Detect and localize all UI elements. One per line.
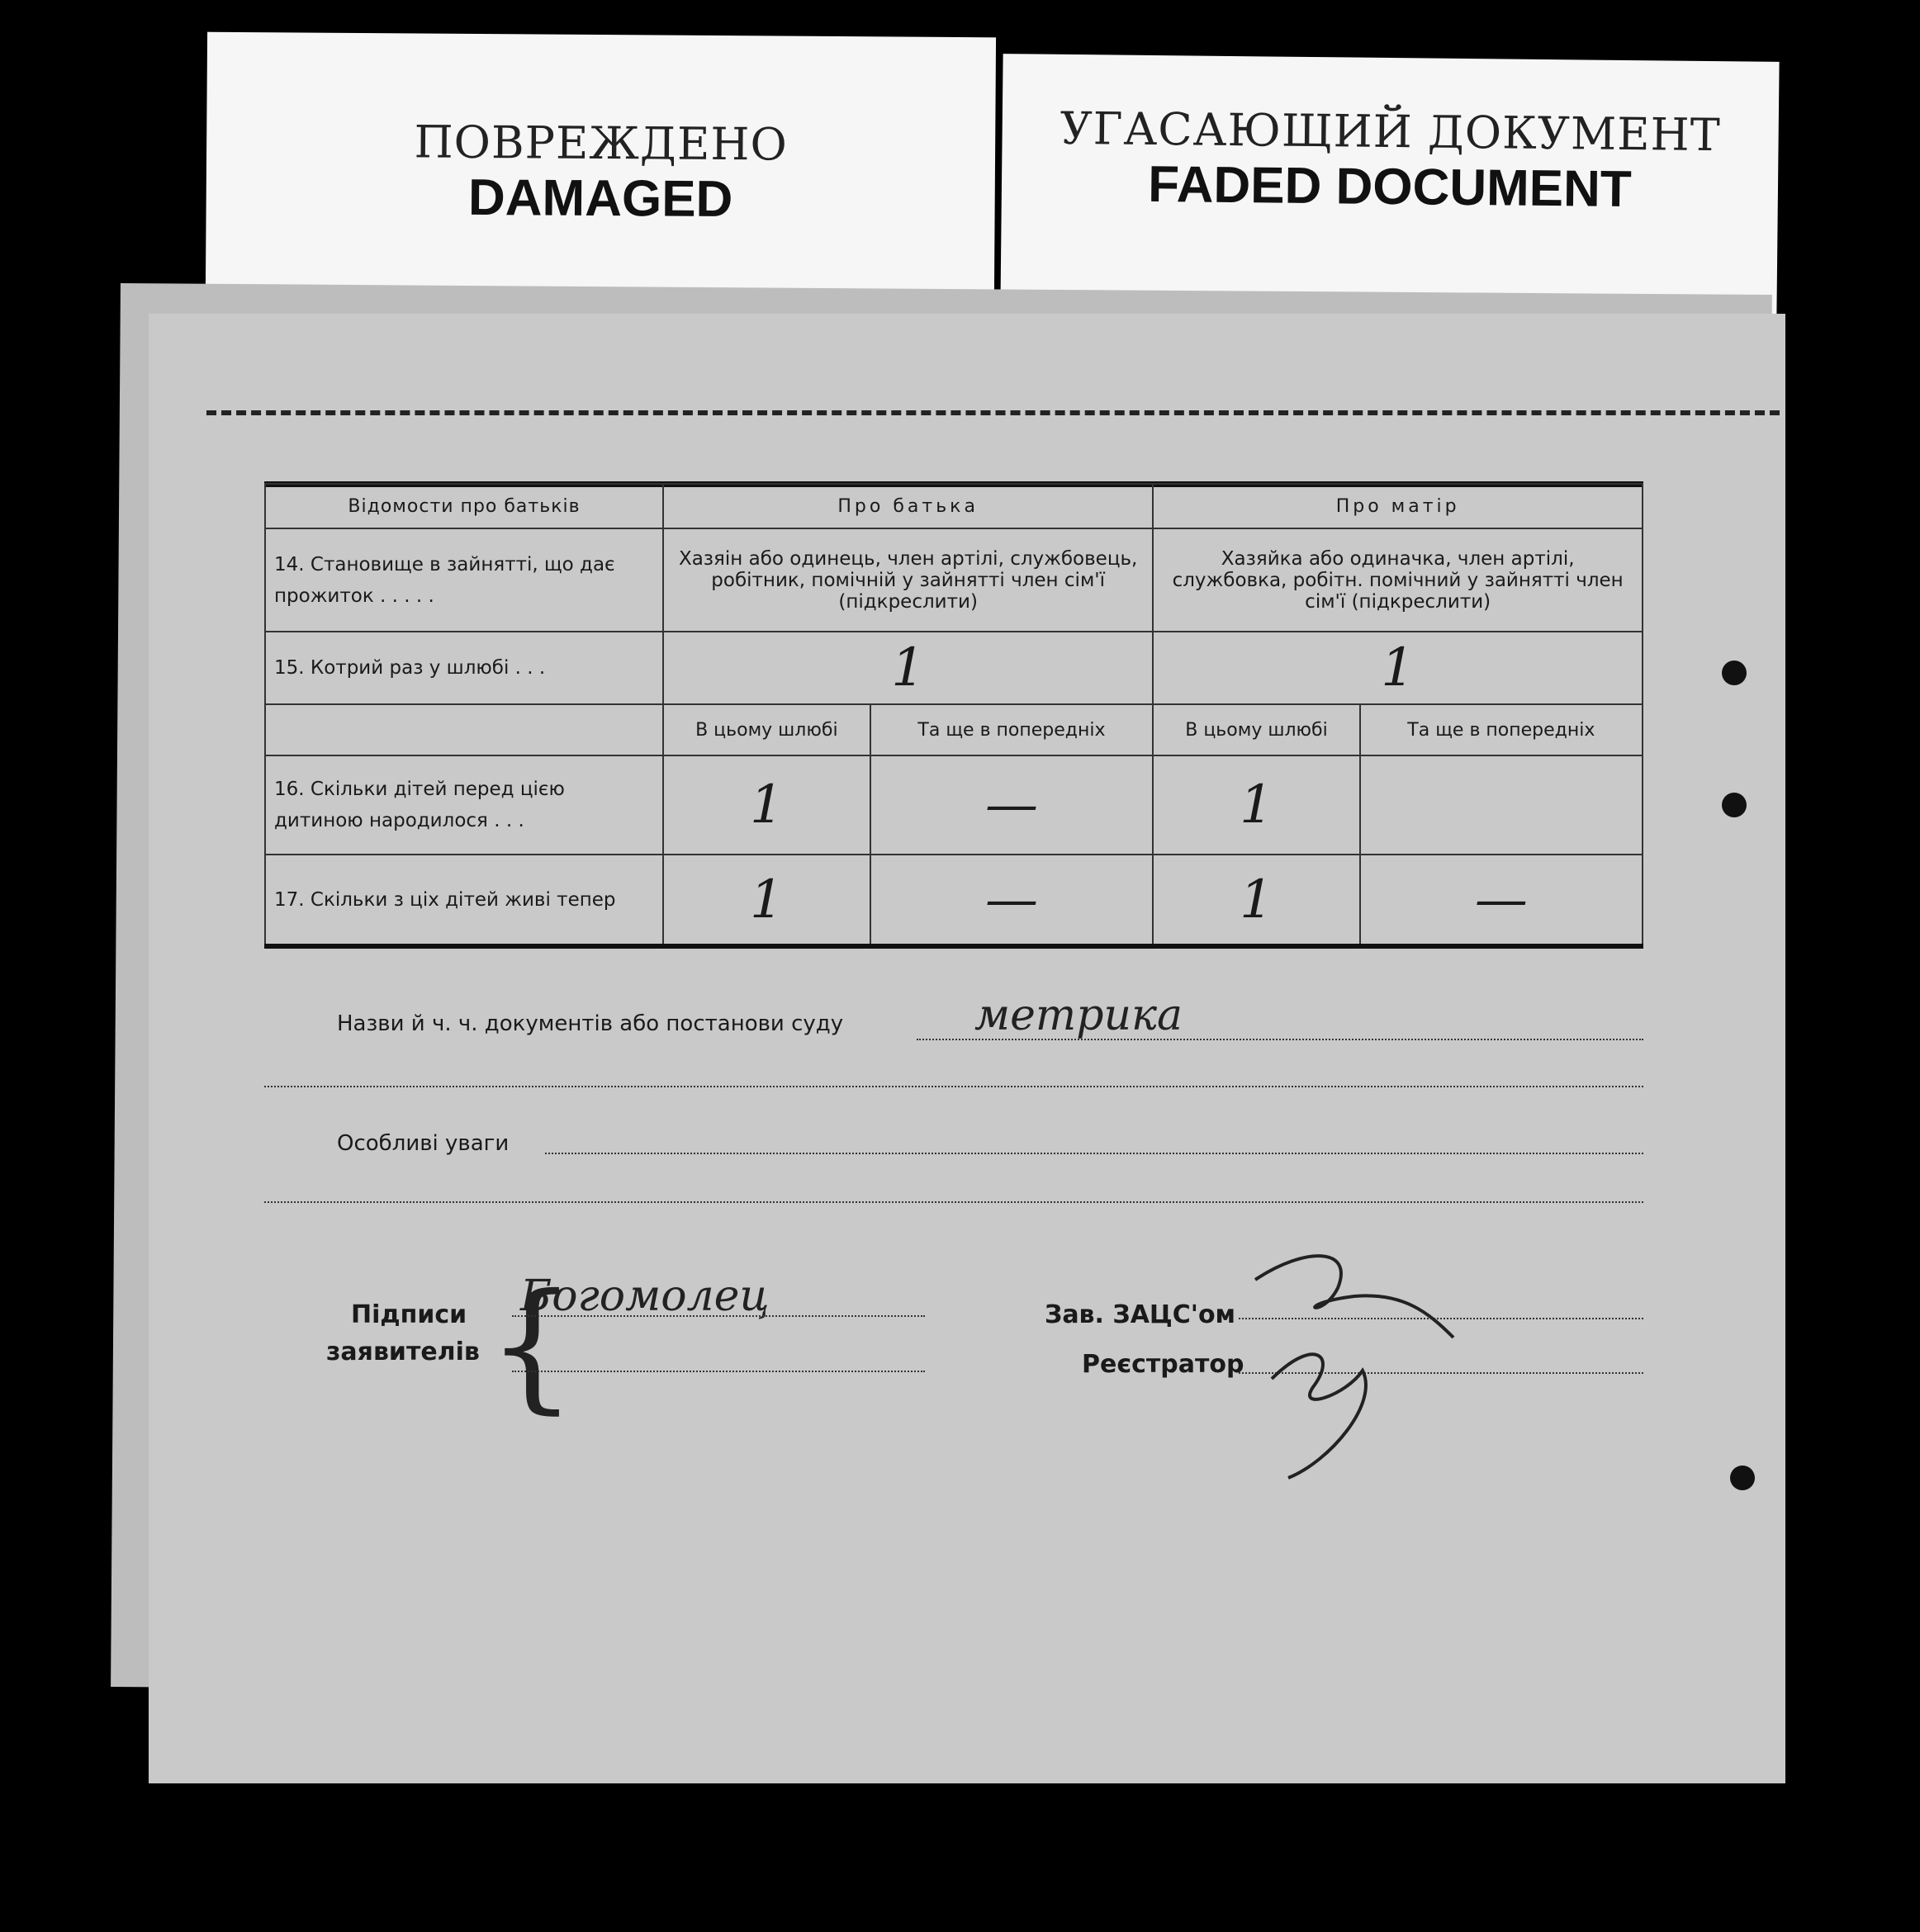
signatures-label-2: заявителів: [326, 1338, 480, 1366]
children-born-label: 16. Скільки дітей перед цією дитиною народилося . . .: [265, 755, 663, 855]
row-marriage-count: [265, 632, 1643, 704]
parents-table: [264, 483, 1643, 946]
binding-hole: [1722, 793, 1747, 817]
remarks-dots: [545, 1153, 1643, 1154]
faded-label-card: [1000, 54, 1779, 318]
signatures-brace: {: [487, 1264, 577, 1428]
subheader-father-prev: Та ще в попередніх: [870, 704, 1154, 755]
faded-label-ru: УГАСАЮЩИЙ ДОКУМЕНТ: [1060, 102, 1722, 162]
perforation-line: [206, 410, 1780, 415]
children-born-father-prev: —: [870, 755, 1154, 855]
mother-marriage-count: 1: [1153, 632, 1643, 704]
damaged-label-card: [206, 32, 996, 294]
children-living-mother-prev: —: [1360, 855, 1643, 945]
damaged-label-ru: ПОВРЕЖДЕНО: [414, 116, 788, 171]
mother-occupation: Хазяйка або одиначка, член артілі, службовка, робітн. помічний у зайнятті член сім'ї (підкреслити): [1153, 528, 1643, 632]
children-subheader-row: [265, 704, 1643, 755]
faded-label-en: FADED DOCUMENT: [1147, 155, 1633, 219]
documents-dots-2: [264, 1086, 1643, 1087]
father-occupation: Хазяін або одинець, член артілі, службовець, робітник, помічній у зайнятті член сім'ї (підкреслити): [663, 528, 1153, 632]
registrar-label: Реєстратор: [1082, 1350, 1244, 1379]
father-marriage-count: 1: [663, 632, 1153, 704]
header-parents-info: Відомости про батьків: [265, 484, 663, 528]
official-signatures-scribble: [1239, 1214, 1486, 1486]
table-header-row: [265, 484, 1643, 528]
children-living-father-this: 1: [663, 855, 870, 945]
table-bottom-rule: [264, 944, 1643, 949]
subheader-blank: [265, 704, 663, 755]
signatures-label-1: Підписи: [351, 1300, 467, 1329]
children-living-father-prev: —: [870, 855, 1154, 945]
document-sheet: [149, 314, 1785, 1783]
documents-value: метрика: [974, 991, 1183, 1040]
remarks-label: Особливі уваги: [337, 1131, 510, 1156]
subheader-mother-prev: Та ще в попередніх: [1360, 704, 1643, 755]
remarks-dots-2: [264, 1201, 1643, 1203]
children-living-label: 17. Скільки з ціх дітей живі тепер: [265, 855, 663, 945]
header-father: Про батька: [663, 484, 1153, 528]
binding-hole: [1730, 1466, 1755, 1490]
applicant-signature-line-2: [512, 1371, 925, 1372]
row-children-born: [265, 755, 1643, 855]
binding-hole: [1722, 661, 1747, 685]
row-occupation: [265, 528, 1643, 632]
marriage-count-label: 15. Котрий раз у шлюбі . . .: [265, 632, 663, 704]
documents-label: Назви й ч. ч. документів або постанови суду: [337, 1011, 844, 1036]
applicant-signature: Богомолец: [520, 1271, 770, 1321]
children-born-mother-prev: [1360, 755, 1643, 855]
row-children-living: [265, 855, 1643, 945]
children-living-mother-this: 1: [1153, 855, 1359, 945]
children-born-mother-this: 1: [1153, 755, 1359, 855]
occupation-label: 14. Становище в зайнятті, що дає прожиток . . . . .: [265, 528, 663, 632]
header-mother: Про матір: [1153, 484, 1643, 528]
subheader-mother-this: В цьому шлюбі: [1153, 704, 1359, 755]
applicant-signature-line: [512, 1315, 925, 1317]
damaged-label-en: DAMAGED: [467, 168, 733, 229]
children-born-father-this: 1: [663, 755, 870, 855]
subheader-father-this: В цьому шлюбі: [663, 704, 870, 755]
head-label: Зав. ЗАЦС'ом: [1045, 1300, 1236, 1329]
